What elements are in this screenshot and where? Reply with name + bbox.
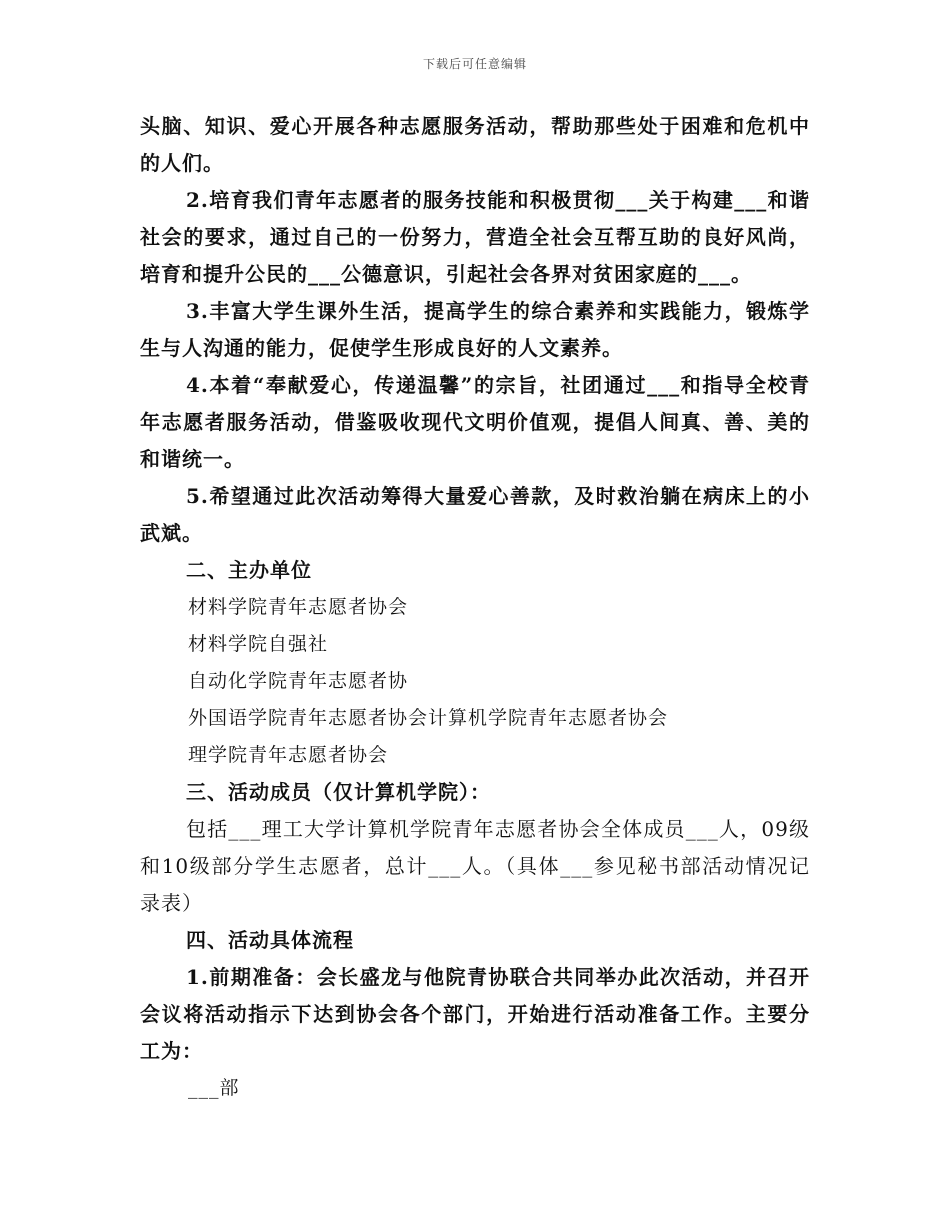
organizer-item: 外国语学院青年志愿者协会计算机学院青年志愿者协会 — [188, 707, 669, 729]
paragraph-continuation: 头脑、知识、爱心开展各种志愿服务活动，帮助那些处于困难和危机中的人们。 — [140, 114, 810, 175]
section-heading-organizers: 二、主办单位 — [186, 558, 312, 582]
goal-item-2: 2.培育我们青年志愿者的服务技能和积极贯彻___关于构建___和谐社会的要求，通过自己的一份努力，营造全社会互帮互助的良好风尚，培育和提升公民的___公德意识，引起社会各界对贫困家庭的___。 — [140, 188, 810, 286]
page-header: 下载后可任意编辑 — [422, 57, 527, 71]
organizer-item: 自动化学院青年志愿者协 — [188, 670, 409, 692]
goal-item-3: 3.丰富大学生课外生活，提高学生的综合素养和实践能力，锻炼学生与人沟通的能力，促使学生形成良好的人文素养。 — [140, 299, 810, 360]
members-description: 包括___理工大学计算机学院青年志愿者协会全体成员___人，09级和10级部分学生志愿者，总计___人。（具体___参见秘书部活动情况记录表） — [140, 817, 810, 915]
document-body — [140, 108, 810, 1107]
section-heading-process: 四、活动具体流程 — [186, 928, 354, 952]
organizer-item: 理学院青年志愿者协会 — [188, 744, 389, 766]
organizer-item: 材料学院自强社 — [188, 633, 329, 655]
organizer-item: 材料学院青年志愿者协会 — [188, 596, 409, 618]
goal-item-5: 5.希望通过此次活动筹得大量爱心善款，及时救治躺在病床上的小武斌。 — [140, 484, 810, 545]
department-item: ___部 — [188, 1077, 240, 1099]
process-step-1: 1.前期准备：会长盛龙与他院青协联合共同举办此次活动，并召开会议将活动指示下达到协会各个部门，开始进行活动准备工作。主要分工为： — [140, 965, 810, 1063]
section-heading-members: 三、活动成员（仅计算机学院）： — [186, 780, 491, 804]
goal-item-4: 4.本着“奉献爱心，传递温馨”的宗旨，社团通过___和指导全校青年志愿者服务活动，借鉴吸收现代文明价值观，提倡人间真、善、美的和谐统一。 — [140, 373, 810, 471]
